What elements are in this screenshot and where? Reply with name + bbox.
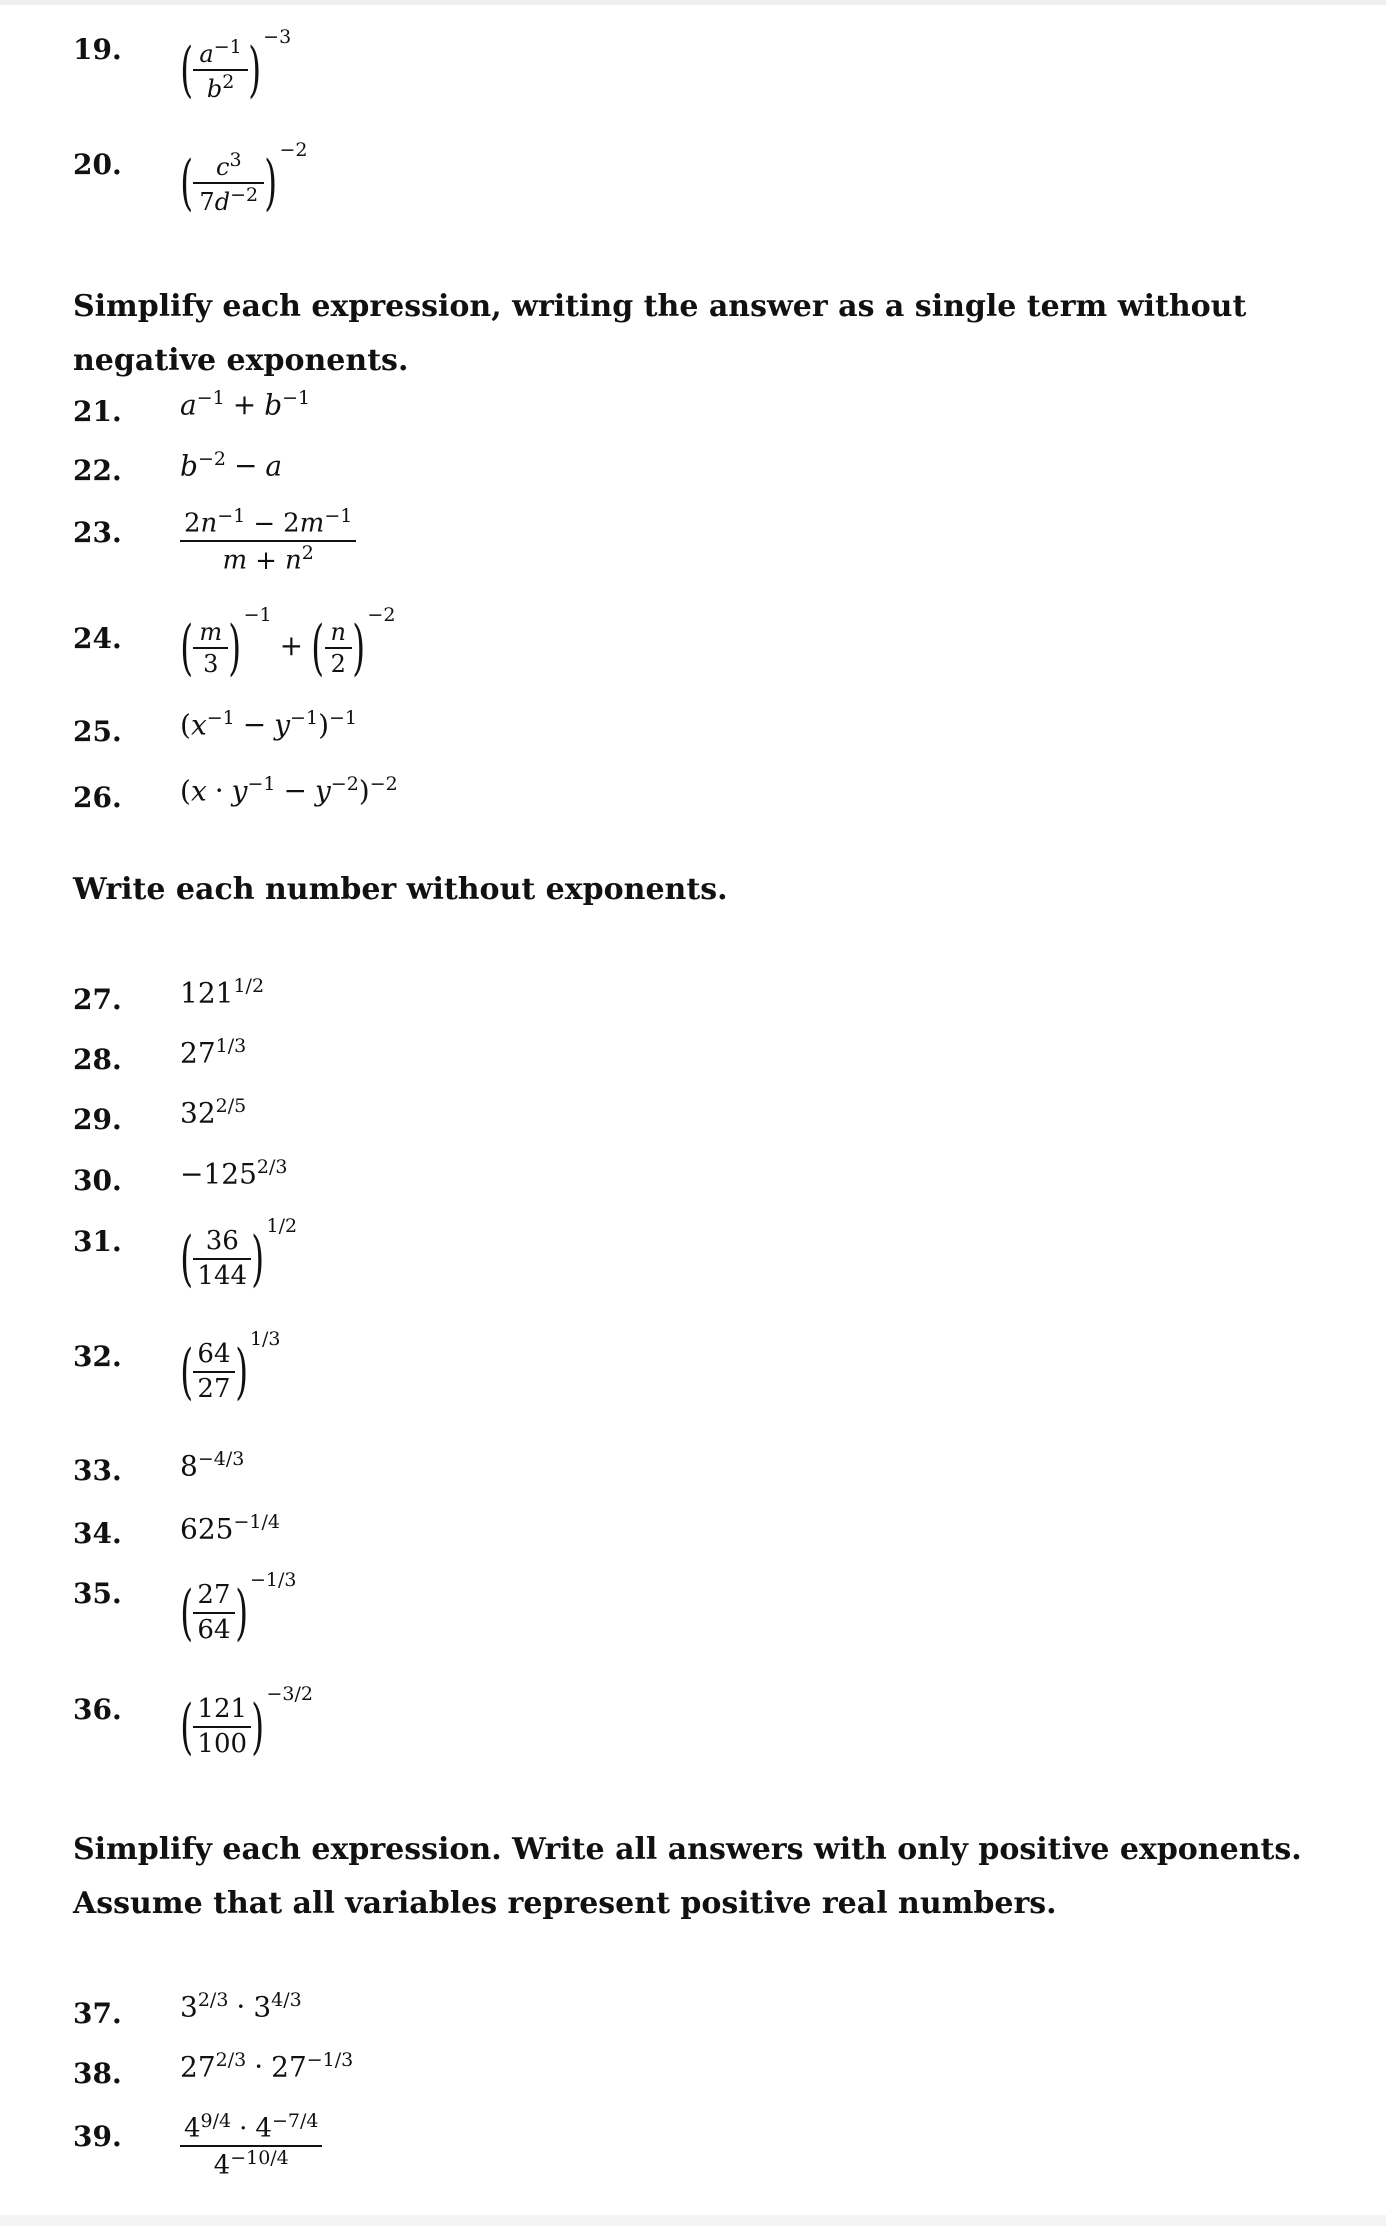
fraction: $\frac{2n^{-1} - 2m^{-1}}{m + n^2}$ [180, 505, 356, 577]
math-expression: $(x \cdot y^{-1} - y^{-2})^{-2}$ [180, 773, 398, 808]
problem-number: 21. [73, 395, 122, 428]
math-expression: ( $\frac{121}{100}$ ) $^{-3/2}$ [180, 1683, 313, 1762]
math-expression: $625^{-1/4}$ [180, 1511, 280, 1546]
math-expression: $(x^{-1} - y^{-1})^{-1}$ [180, 707, 358, 742]
math-expression: ( $\frac{a^{-1}}{b^2}$ ) $^{-3}$ [180, 26, 292, 105]
fraction: $\frac{c^3}{7d^{-2}}$ [193, 149, 264, 217]
fraction: $\frac{121}{100}$ [193, 1693, 251, 1760]
problem-number: 37. [73, 1997, 122, 2030]
math-expression: $32^{2/5}$ [180, 1095, 247, 1130]
problem-number: 33. [73, 1454, 122, 1487]
math-expression: ( $\frac{27}{64}$ ) $^{-1/3}$ [180, 1569, 297, 1648]
problem-number: 28. [73, 1043, 122, 1076]
problem-number: 30. [73, 1164, 122, 1197]
problem-number: 23. [73, 516, 122, 549]
problem-number: 39. [73, 2120, 122, 2153]
section-heading: Simplify each expression. Write all answers with only positive exponents. Assume that all variables represent positive real numbers. [73, 1832, 1302, 1921]
problem-number: 22. [73, 454, 122, 487]
math-expression: $3^{2/3} \cdot 3^{4/3}$ [180, 1989, 302, 2024]
math-expression: ( $\frac{c^3}{7d^{-2}}$ ) $^{-2}$ [180, 139, 308, 218]
fraction: $\frac{36}{144}$ [193, 1225, 251, 1292]
math-expression: $a^{-1} + b^{-1}$ [180, 387, 311, 422]
math-expression: $27^{2/3} \cdot 27^{-1/3}$ [180, 2049, 354, 2084]
problem-number: 27. [73, 983, 122, 1016]
fraction: $\frac{n}{2}$ [325, 617, 352, 679]
fraction: $\frac{4^{9/4} \cdot 4^{-7/4}}{4^{-10/4}}$ [180, 2110, 322, 2182]
problem-number: 38. [73, 2057, 122, 2090]
problem-number: 36. [73, 1693, 122, 1726]
problem-number: 31. [73, 1225, 122, 1258]
fraction: $\frac{m}{3}$ [193, 617, 228, 679]
problem-number: 26. [73, 781, 122, 814]
math-expression: $121^{1/2}$ [180, 975, 265, 1010]
math-expression [180, 505, 356, 577]
problem-number: 35. [73, 1577, 122, 1610]
math-expression: ( $\frac{m}{3}$ ) $^{-1}$+ ( $\frac{n}{2}$ ) $^{-2}$ [180, 604, 396, 683]
fraction: $\frac{a^{-1}}{b^2}$ [193, 36, 247, 104]
problem-number: 20. [73, 148, 122, 181]
fraction: $\frac{27}{64}$ [193, 1579, 234, 1646]
problem-number: 19. [73, 33, 122, 66]
math-expression: $b^{-2} - a$ [180, 448, 283, 483]
math-expression: ( $\frac{36}{144}$ ) $^{1/2}$ [180, 1215, 298, 1294]
problem-number: 24. [73, 622, 122, 655]
fraction: $\frac{64}{27}$ [193, 1338, 234, 1405]
section-heading: Simplify each expression, writing the answer as a single term without negative exponents. [73, 289, 1247, 378]
problem-number: 29. [73, 1103, 122, 1136]
math-expression: ( $\frac{64}{27}$ ) $^{1/3}$ [180, 1328, 281, 1407]
problem-number: 25. [73, 715, 122, 748]
math-expression: $27^{1/3}$ [180, 1035, 247, 1070]
math-expression: $-125^{2/3}$ [180, 1156, 288, 1191]
math-expression [180, 2110, 322, 2182]
section-heading: Write each number without exponents. [73, 872, 728, 907]
problem-number: 32. [73, 1340, 122, 1373]
problem-number: 34. [73, 1517, 122, 1550]
math-expression: $8^{-4/3}$ [180, 1448, 245, 1483]
